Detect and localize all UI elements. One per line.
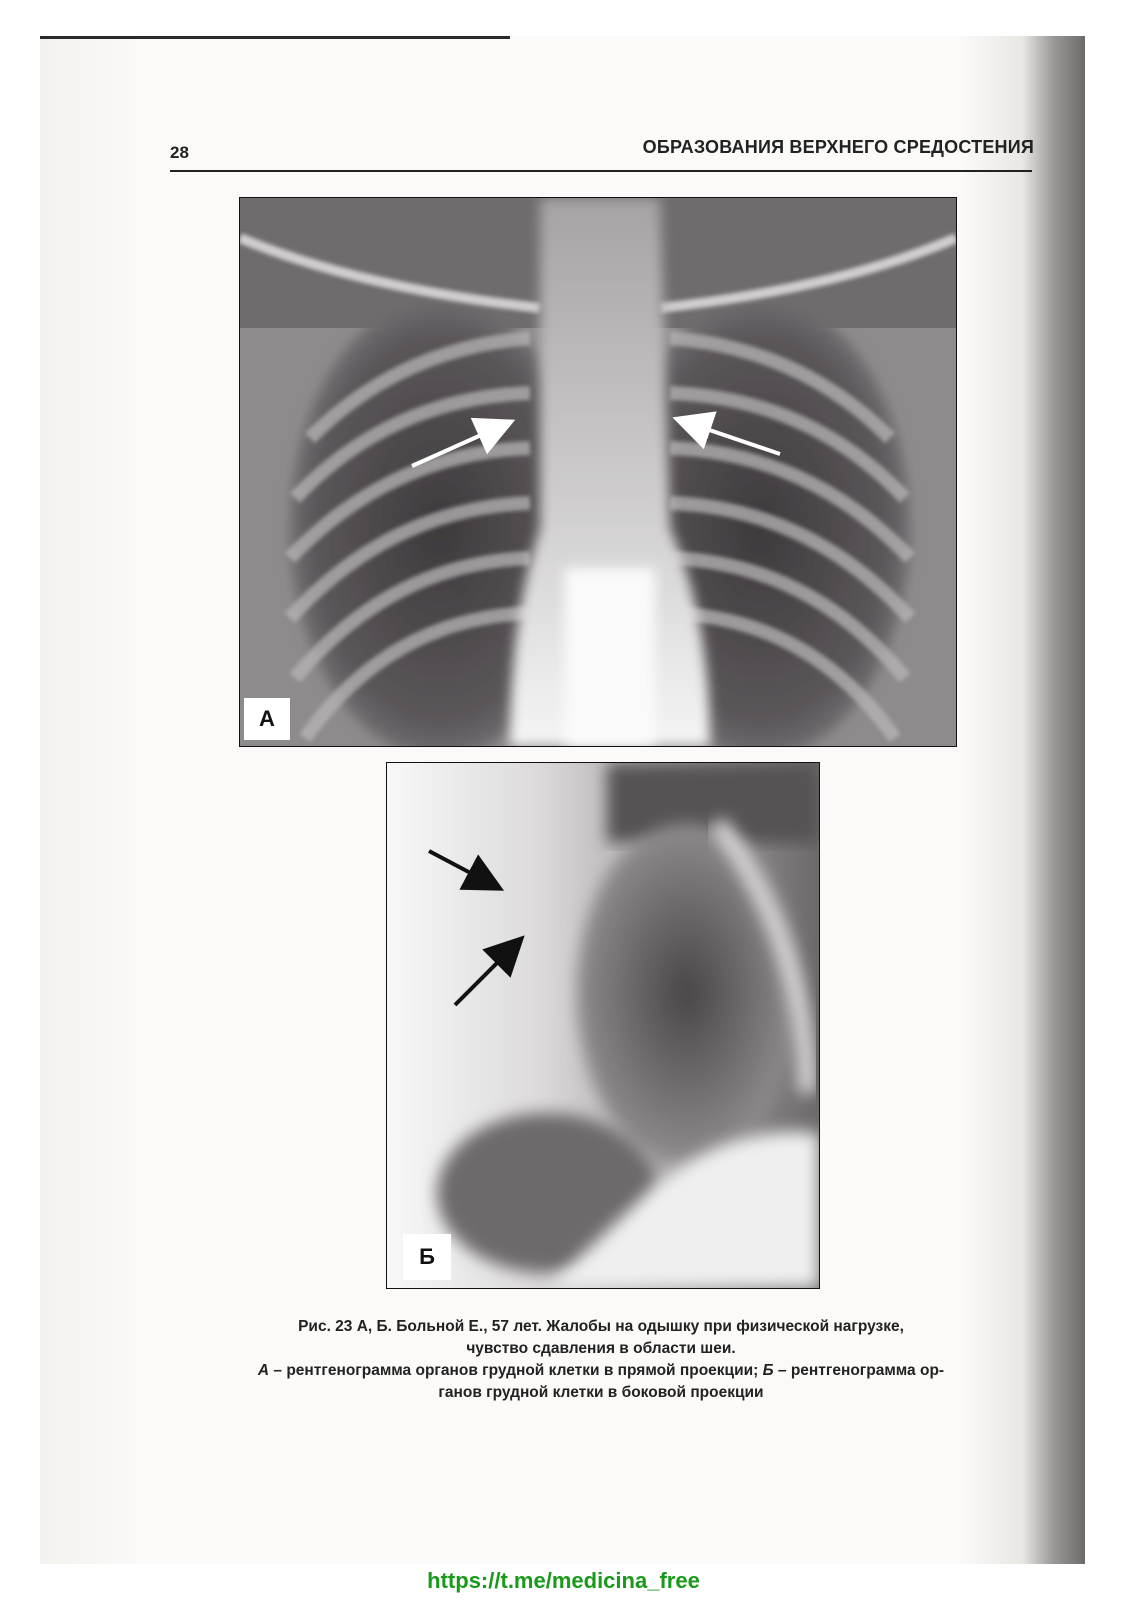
page-top-edge-line xyxy=(40,36,510,39)
caption-line-4: ганов грудной клетки в боковой проекции xyxy=(438,1384,764,1401)
caption-text-a: – рентгенограмма органов грудной клетки в прямой проекции; xyxy=(269,1362,763,1379)
lateral-xray-image xyxy=(387,763,819,1288)
figure-a-label: А xyxy=(244,698,290,740)
caption-line-1: Рис. 23 А, Б. Больной Е., 57 лет. Жалобы на одышку при физической нагрузке, xyxy=(298,1318,904,1335)
figure-b-lateral-xray xyxy=(386,762,820,1289)
figure-a-frontal-xray xyxy=(239,197,957,747)
running-title: ОБРАЗОВАНИЯ ВЕРХНЕГО СРЕДОСТЕНИЯ xyxy=(642,137,1034,157)
caption-line-2: чувство сдавления в области шеи. xyxy=(466,1340,736,1357)
page-number: 28 xyxy=(170,143,189,162)
caption-label-a: А xyxy=(257,1362,270,1379)
figure-caption xyxy=(170,1316,1032,1404)
caption-label-b: Б xyxy=(762,1362,774,1379)
caption-text-b: – рентгенограмма ор- xyxy=(773,1362,945,1379)
source-link[interactable]: https://t.me/medicina_free xyxy=(427,1568,700,1593)
header-rule xyxy=(170,170,1032,172)
caption-line-3 xyxy=(170,1360,1032,1382)
frontal-xray-image xyxy=(240,198,956,746)
figure-b-label: Б xyxy=(403,1234,451,1280)
